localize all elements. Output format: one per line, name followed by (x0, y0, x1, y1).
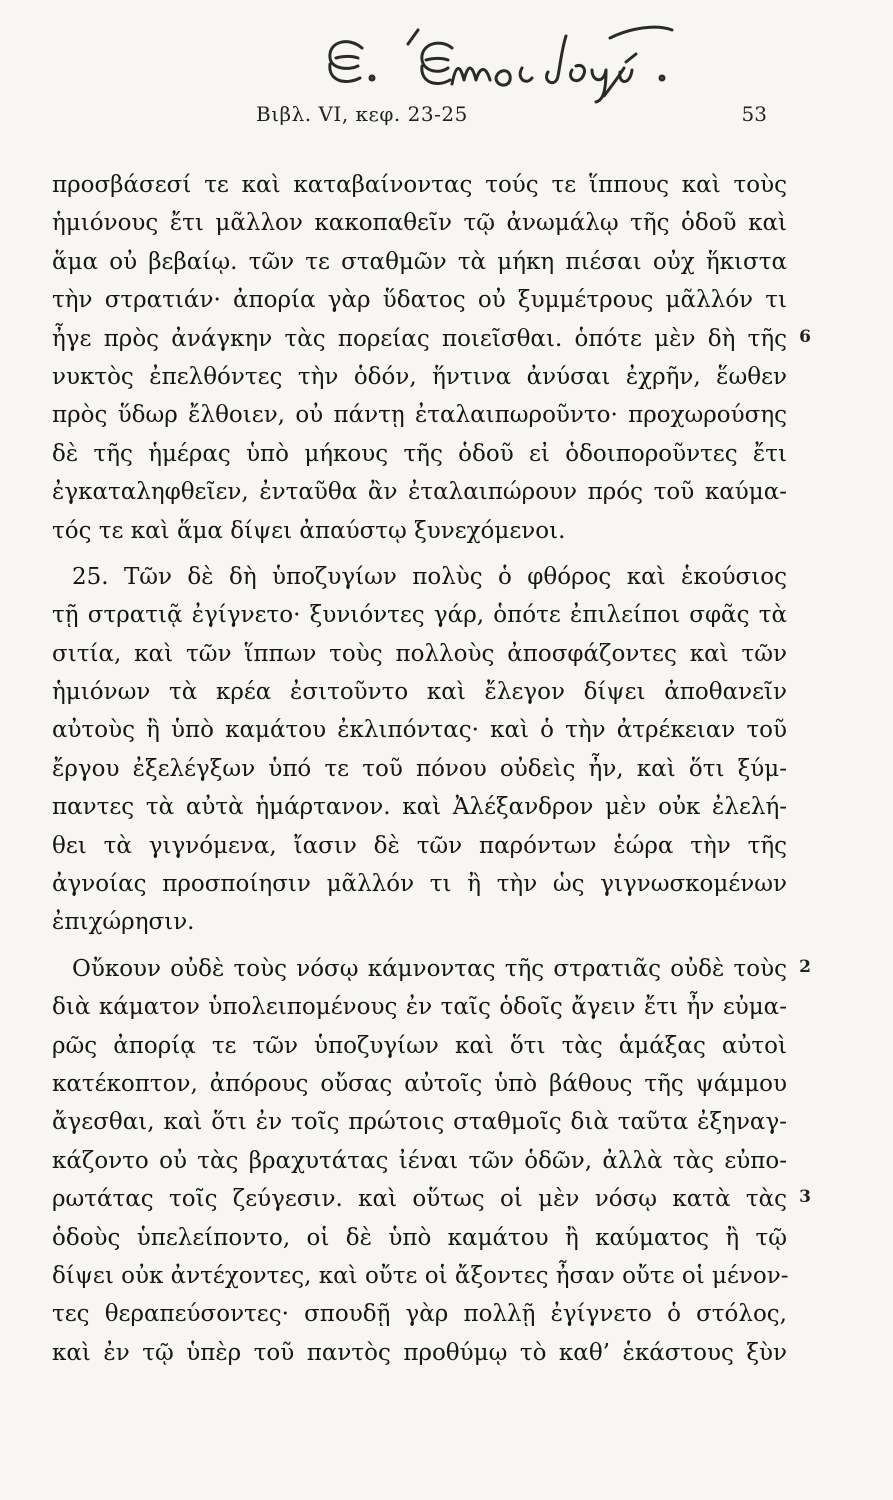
line-text: ἄγεσθαι, καὶ ὅτι ἐν τοῖς πρώτοις σταθμοῖς διὰ ταῦτα ἐξηναγ- (52, 1109, 787, 1136)
text-line (52, 358, 787, 396)
text-line (52, 1180, 811, 1218)
text-line (52, 1065, 787, 1103)
text-line (52, 1142, 787, 1180)
line-text: 25. Τῶν δὲ δὴ ὑποζυγίων πολὺς ὁ φθόρος καὶ ἑκούσιος (72, 563, 787, 590)
line-text: ρῶς ἀπορίᾳ τε τῶν ὑποζυγίων καὶ ὅτι τὰς ἁμάξας αὐτοὶ (52, 1032, 787, 1059)
line-text: ἐγκαταληφθεῖεν, ἐνταῦθα ἂν ἐταλαιπώρουν πρός τοῦ καύμα- (52, 479, 787, 506)
text-line (52, 596, 787, 634)
text-line (52, 711, 787, 749)
text-line (52, 673, 787, 711)
text-line (52, 788, 787, 826)
text-line (52, 204, 787, 242)
section-number: 2 (799, 956, 811, 977)
line-text: ἅμα οὐ βεβαίῳ. τῶν τε σταθμῶν τὰ μήκη πιέσαι οὐχ ἥκιστα (52, 248, 787, 275)
line-text: αὐτοὺς ἢ ὑπὸ καμάτου ἐκλιπόντας· καὶ ὁ τὴν ἀτρέκειαν τοῦ (52, 717, 787, 744)
page-number: 53 (741, 102, 767, 126)
text-line (52, 320, 811, 358)
text-line (52, 1295, 787, 1333)
line-text: καὶ ἐν τῷ ὑπὲρ τοῦ παντὸς προθύμῳ τὸ καθ’ ἑκάστους ξὺν (52, 1339, 787, 1366)
line-text: τὴν στρατιάν· ἀπορία γὰρ ὕδατος οὐ ξυμμέτρους μᾶλλόν τι (52, 287, 787, 314)
line-text: κατέκοπτον, ἀπόρους οὔσας αὐτοῖς ὑπὸ βάθους τῆς ψάμμου (52, 1070, 787, 1097)
line-text: δὲ τῆς ἡμέρας ὑπὸ μήκους τῆς ὁδοῦ εἰ ὁδοιποροῦντες ἔτι (52, 440, 787, 467)
text-line (52, 903, 787, 941)
line-text: ἐπιχώρησιν. (52, 909, 195, 936)
line-text: πρὸς ὕδωρ ἔλθοιεν, οὐ πάντῃ ἐταλαιπωροῦντο· προχωρούσης (52, 402, 787, 429)
line-text: ἀγνοίας προσποίησιν μᾶλλόν τι ἢ τὴν ὡς γιγνωσκομένων (52, 871, 787, 898)
text-line (52, 396, 787, 434)
line-text: ἡμιόνων τὰ κρέα ἐσιτοῦντο καὶ ἔλεγον δίψει ἀποθανεῖν (52, 679, 787, 706)
line-text: ἡμιόνους ἔτι μᾶλλον κακοπαθεῖν τῷ ἀνωμάλῳ τῆς ὁδοῦ καὶ (52, 210, 787, 237)
text-line (52, 827, 787, 865)
text-line (52, 750, 787, 788)
line-text: ἔργου ἐξελέγξων ὑπό τε τοῦ πόνου οὐδεὶς ἦν, καὶ ὅτι ξύμ- (52, 755, 787, 782)
section-number: 6 (799, 326, 811, 347)
text-line (52, 950, 811, 988)
text-line (52, 1334, 787, 1372)
text-line (52, 558, 787, 596)
text-line (52, 1257, 787, 1295)
text-line (52, 473, 787, 511)
line-text: σιτία, καὶ τῶν ἵππων τοὺς πολλοὺς ἀποσφάζοντες καὶ τῶν (52, 640, 787, 667)
line-text: τες θεραπεύσοντες· σπουδῇ γὰρ πολλῇ ἐγίγνετο ὁ στόλος, (52, 1301, 787, 1328)
handwritten-signature (300, 8, 700, 108)
text-line (52, 865, 787, 903)
line-text: θει τὰ γιγνόμενα, ἴασιν δὲ τῶν παρόντων ἑώρα τὴν τῆς (52, 832, 787, 859)
body-text (52, 166, 811, 1372)
text-line (52, 166, 787, 204)
line-text: ρωτάτας τοῖς ζεύγεσιν. καὶ οὕτως οἱ μὲν νόσῳ κατὰ τὰς (52, 1186, 787, 1213)
text-line (52, 281, 787, 319)
text-line (52, 435, 787, 473)
line-text: παντες τὰ αὐτὰ ἡμάρτανον. καὶ Ἀλέξανδρον μὲν οὐκ ἐλελή- (52, 794, 787, 821)
line-text: προσβάσεσί τε καὶ καταβαίνοντας τούς τε ἵππους καὶ τοὺς (52, 172, 787, 198)
running-head: Βιβλ. VI, κεφ. 23-25 (256, 102, 468, 126)
section-number: 3 (799, 1187, 811, 1208)
text-line (52, 1027, 787, 1065)
text-line (52, 988, 787, 1026)
line-text: ὁδοὺς ὑπελείποντο, οἱ δὲ ὑπὸ καμάτου ἢ καύματος ἢ τῷ (52, 1224, 787, 1251)
page-header (0, 100, 893, 136)
line-text: τῇ στρατιᾷ ἐγίγνετο· ξυνιόντες γάρ, ὁπότε ἐπιλείποι σφᾶς τὰ (52, 602, 787, 629)
line-text: κάζοντο οὐ τὰς βραχυτάτας ἰέναι τῶν ὁδῶν, ἀλλὰ τὰς εὐπο- (52, 1147, 787, 1174)
line-text: δίψει οὐκ ἀντέχοντες, καὶ οὔτε οἱ ἄξοντες ἦσαν οὔτε οἱ μένον- (52, 1262, 789, 1289)
line-text: διὰ κάματον ὑπολειπομένους ἐν ταῖς ὁδοῖς ἄγειν ἔτι ἦν εὐμα- (52, 994, 787, 1021)
line-text: ἦγε πρὸς ἀνάγκην τὰς πορείας ποιεῖσθαι. ὁπότε μὲν δὴ τῆς (52, 325, 787, 352)
line-text: νυκτὸς ἐπελθόντες τὴν ὁδόν, ἥντινα ἀνύσαι ἐχρῆν, ἕωθεν (52, 363, 787, 390)
text-line (52, 635, 787, 673)
text-line (52, 243, 787, 281)
line-text: τός τε καὶ ἅμα δίψει ἀπαύστῳ ξυνεχόμενοι. (52, 517, 566, 544)
line-text: Οὔκουν οὐδὲ τοὺς νόσῳ κάμνοντας τῆς στρατιᾶς οὐδὲ τοὺς (72, 955, 787, 982)
text-line (52, 1219, 787, 1257)
text-line (52, 1103, 787, 1141)
text-line (52, 512, 787, 550)
